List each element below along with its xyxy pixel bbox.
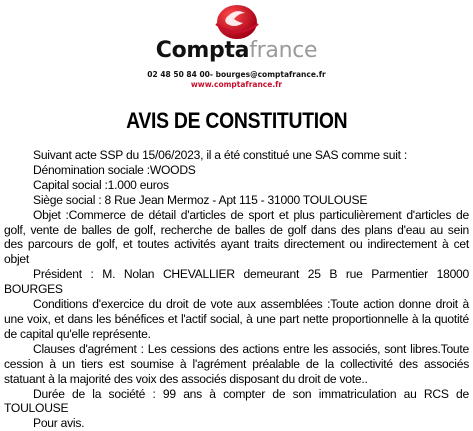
notice-line: Siège social : 8 Rue Jean Mermoz - Apt 115 - 31000 TOULOUSE <box>33 192 368 207</box>
notice-line: Président : M. Nolan CHEVALLIER demeurant 25 B rue Parmentier 18000 <box>33 267 469 282</box>
notice-line: une voix, et dans les bénéfices et l'actif social, à une part nette proportionnelle à la quotité <box>4 311 469 326</box>
notice-line: statuant à la majorité des voix des associés disposant du droit de vote.. <box>4 371 368 386</box>
notice-line: Capital social :1.000 euros <box>33 177 169 192</box>
notice-line: golf, vente de balles de golf, recherche de balles de golf dans des plans d'eau au sein <box>4 222 469 237</box>
notice-line: cession à un tiers est soumise à l'agrément préalable de la collectivité des associés <box>4 356 469 371</box>
notice-line: BOURGES <box>4 282 63 297</box>
brand-part-compta: Compta <box>155 38 250 63</box>
notice-line: Durée de la société : 99 ans à compter de son immatriculation au RCS de <box>33 386 469 401</box>
notice-line: de capital qu'elle représente. <box>4 326 151 341</box>
notice-line: Conditions d'exercice du droit de vote aux assemblées :Toute action donne droit à <box>33 297 469 312</box>
notice-line: Clauses d'agrément : Les cessions des actions entre les associés, sont libres.Toute <box>33 341 469 356</box>
website-link[interactable]: www.comptafrance.fr <box>190 80 283 89</box>
notice-line: des parcours de golf, et toutes activités ayant traits directement ou indirectement à cet objet <box>4 237 469 267</box>
contact-line: 02 48 50 84 00- bourges@comptafrance.fr <box>147 70 326 79</box>
notice-line: Pour avis. <box>33 416 85 431</box>
notice-line: Dénomination sociale :WOODS <box>33 162 196 177</box>
brand-part-france: france <box>249 38 318 63</box>
notice-body <box>4 148 469 431</box>
notice-line: Suivant acte SSP du 15/06/2023, il a été constitué une SAS comme suit : <box>33 148 407 162</box>
notice-line: TOULOUSE <box>4 401 69 416</box>
notice-line: Objet :Commerce de détail d'articles de sport et plus particulièrement d'articles de <box>33 207 469 222</box>
notice-title: AVIS DE CONSTITUTION <box>125 108 348 133</box>
brand-name <box>0 38 473 63</box>
